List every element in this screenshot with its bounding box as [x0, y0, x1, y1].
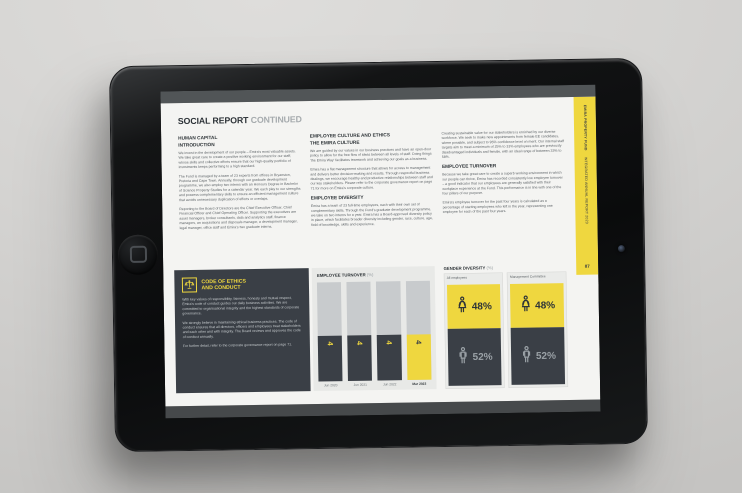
column-turnover	[441, 130, 565, 231]
sub-heading: EMPLOYEE DIVERSITY	[310, 194, 364, 202]
paragraph: Emira has a team of 23 full-time employees, each with their own set of complementary skills. Through the Fund's graduate development programme, we take on two interns for a year. Emira has a Board-approved diversity policy in place, which facilitates broader diversity including gender, race, culture, age, field of knowledge, skills and experience.	[310, 202, 433, 227]
gender-card-label: Management Committee	[510, 274, 546, 279]
male-percentage: 52%	[472, 350, 493, 363]
bar-value: 4	[384, 340, 394, 345]
female-percentage: 48%	[535, 299, 556, 311]
page-title-main: SOCIAL REPORT	[177, 115, 249, 127]
sub-heading: INTRODUCTION	[178, 142, 215, 149]
paragraph: We invest in the development of our people – Emira's most valuable assets. We take great care to create a positive working environment for our staff, whose skills and collective efforts ensure that our high-quality portfolio of investments keeps performing to a high standard.	[178, 149, 296, 170]
bar-mar-2023-highlighted	[406, 281, 432, 387]
gender-card-all-employees	[444, 273, 505, 389]
spine-subtitle: INTEGRATED ANNUAL REPORT 2023	[583, 156, 589, 224]
employee-turnover-chart	[312, 266, 437, 391]
home-button[interactable]	[118, 234, 159, 275]
bar-jun-2021	[347, 282, 373, 388]
male-segment	[511, 327, 565, 385]
section-heading: HUMAN CAPITAL	[178, 135, 218, 142]
chart-unit: (%)	[486, 265, 494, 271]
camera-icon	[618, 245, 625, 252]
page-title-suffix: CONTINUED	[250, 114, 302, 125]
section-spine-tab	[574, 97, 599, 275]
sub-heading: THE EMIRA CULTURE	[309, 139, 360, 147]
sub-heading: EMPLOYEE TURNOVER	[441, 163, 497, 170]
bar-value: 4	[414, 339, 423, 345]
paragraph: We strongly believe in maintaining ethical business practices. The code of conduct ensures that all directors, officers and employees treat stakeholders and each other and with integrity. The Board reviews and approves the code of conduct annually.	[182, 319, 301, 340]
tablet-screen	[160, 85, 600, 419]
column-culture-ethics	[310, 132, 434, 233]
male-percentage: 52%	[535, 349, 557, 362]
paragraph: For further detail, refer to the corporate governance report on page 71.	[182, 342, 293, 349]
chart-unit: (%)	[366, 272, 374, 278]
column-human-capital	[178, 134, 302, 235]
paragraph: Reporting to the Board of Directors are the Chief Executive Officer, Chief Financial Officer and Chief Operating Officer. Supporting the executives are asset managers, broker consultants, data and analytics staff, finance managers, an acquisitions and disposals manager, a development manager, legal manager, office staff and Emira's two graduate interns.	[179, 205, 298, 230]
gender-card-management-committee	[507, 272, 568, 388]
female-percentage: 48%	[471, 300, 492, 312]
bar-jun-2022	[376, 281, 402, 387]
paragraph: With key values of responsibility, fairness, honesty and mutual respect, Emira's code of conduct guides our daily business activities. We are committed to organisational integrity and the highest standards of corporate governance.	[182, 296, 300, 316]
page-title	[178, 110, 564, 127]
female-segment	[447, 284, 501, 329]
spine-text	[583, 97, 589, 264]
chart-title: GENDER DIVERSITY (%)	[443, 265, 494, 271]
bar-value: 4	[355, 340, 364, 346]
chart-title: EMPLOYEE TURNOVER (%)	[316, 272, 374, 278]
male-icon	[456, 340, 470, 374]
spine-title: EMIRA PROPERTY FUND	[582, 104, 588, 151]
male-icon	[520, 339, 534, 373]
ethics-box-cell	[180, 268, 305, 393]
paragraph: Emira has a flat management structure that allows for access to management and delivers better decision-making and results. Through respectful business dealings, we encourage healthy and productive relationships between staff and our key stakeholders. Please refer to the corporate governance report on page 71 for more on Emira's corporate culture.	[310, 166, 433, 191]
section-heading: EMPLOYEE CULTURE AND ETHICS	[309, 132, 391, 140]
bar-category-label: Jun 2021	[353, 383, 367, 387]
bar-category-label: Jun 2022	[383, 382, 397, 387]
ethics-box-title: CODE OF ETHICS AND CONDUCT	[201, 278, 247, 291]
page-number: 87	[584, 263, 590, 269]
scales-icon	[182, 277, 197, 292]
code-of-ethics-box	[174, 268, 311, 393]
home-button-square	[129, 246, 146, 263]
gender-card-label: All employees	[446, 276, 467, 280]
tablet-device	[109, 58, 648, 452]
bar-jun-2020	[317, 282, 343, 388]
female-icon	[456, 291, 469, 323]
bar-chart	[317, 281, 431, 389]
male-segment	[447, 328, 501, 386]
bar-category-label: Jun 2020	[324, 383, 338, 388]
paragraph: Because we take great care to create a superb working environment in which our people can thrive, Emira has recorded consistently low employee turnover – a good indicator that our employees are generally satisfied with their workplace experience at the Fund. This performance is in line with one of the four pillars of our purpose.	[442, 171, 563, 196]
gender-diversity-chart	[444, 264, 569, 389]
bar-value: 4	[325, 341, 335, 346]
paragraph: Creating sustainable value for our stakeholders is enriched by our diverse workforce. We seek to make new appointments from female EE candidates, where possible, and subject to 95% confidence level on merit. Our internal staff targets aim to meet a minimum of 25% to 33% employees who are previously disadvantaged individuals and female, with an ideal range of between 33% to 58%.	[441, 130, 565, 160]
paragraph: We are guided by our values in our business practices and have an open-door policy to allow for the free flow of ideas between all levels of staff. Doing things 'the Emira Way' facilitates teamwork and achieving our goals as a business.	[309, 147, 432, 163]
paragraph: Emira's employee turnover for the past four years is calculated as a percentage of starting employees who left in the year, representing one employee for each of the past four years.	[442, 199, 553, 215]
female-icon	[519, 290, 532, 322]
female-segment	[510, 283, 564, 328]
report-page	[161, 97, 601, 407]
paragraph: The Fund is managed by a team of 23 experts from offices in Bryanston, Pretoria and Cape Town. Annually, through our graduate development programme, we also employ two interns with an Honours Degree in Bachelor of Science Property Studies for a calendar year. We each play to our strengths and possess complementary skills to ensure an efficient management culture that avoids unnecessary duplication of efforts or overlaps.	[178, 173, 301, 202]
bar-category-label: Mar 2023	[412, 382, 427, 386]
